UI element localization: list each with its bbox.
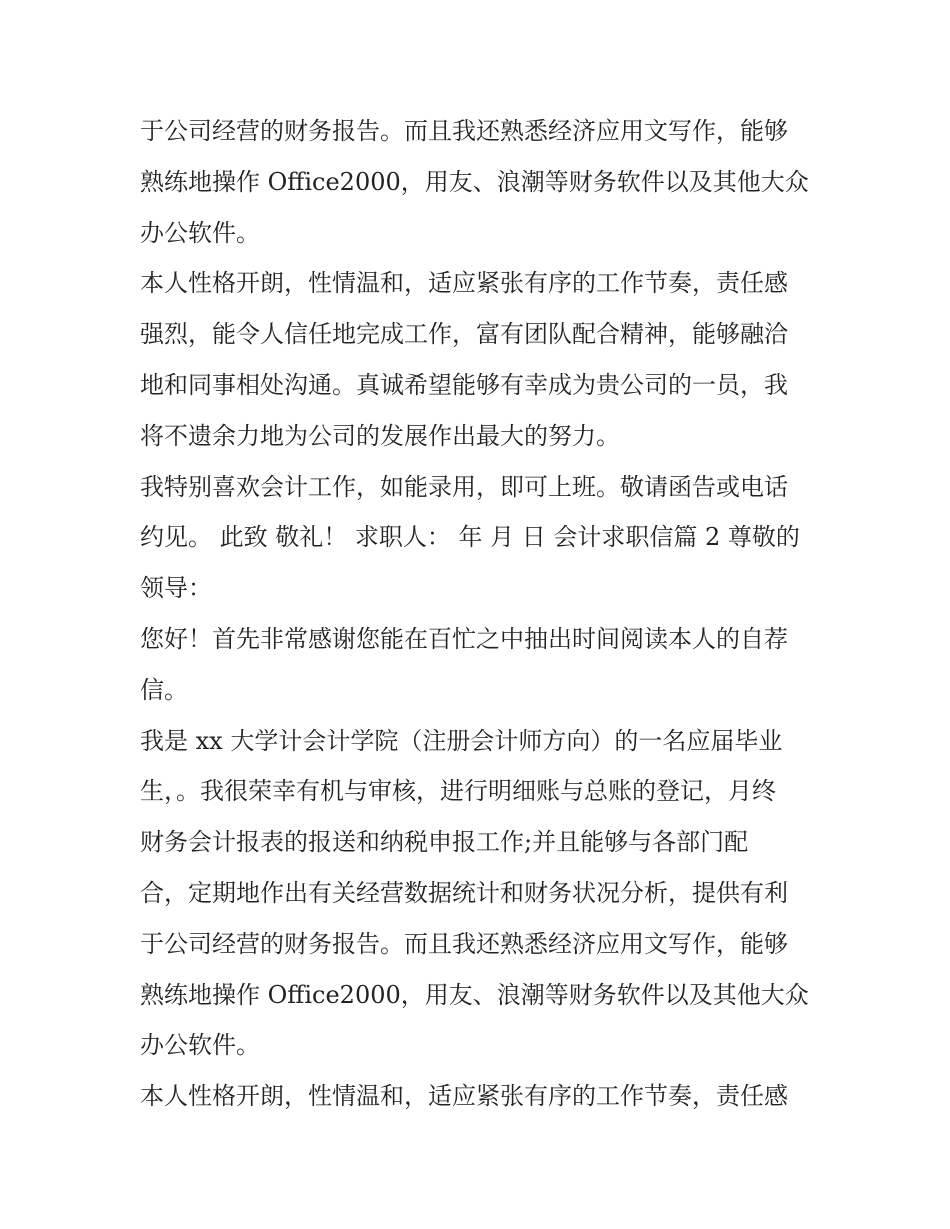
text-line: 强烈，能令人信任地完成工作，富有团队配合精神，能够融洽 [140, 320, 788, 349]
text-line: 财务会计报表的报送和纳税申报工作;并且能够与各部门配 [140, 828, 749, 857]
text-line: 我是 xx 大学计会计学院（注册会计师方向）的一名应届毕业 [140, 726, 783, 755]
text-line: 本人性格开朗，性情温和，适应紧张有序的工作节奏，责任感 [140, 269, 788, 298]
text-line: 本人性格开朗，性情温和，适应紧张有序的工作节奏，责任感 [140, 1082, 788, 1111]
text-line: 于公司经营的财务报告。而且我还熟悉经济应用文写作，能够 [140, 929, 788, 958]
text-line: 于公司经营的财务报告。而且我还熟悉经济应用文写作，能够 [140, 117, 788, 145]
text-line: 领导： [140, 574, 212, 603]
text-line: 生，。我很荣幸有机与审核，进行明细账与总账的登记，月终 [140, 777, 776, 806]
text-line: 合，定期地作出有关经营数据统计和财务状况分析，提供有利 [140, 878, 788, 907]
text-line: 约见。 此致 敬礼！ 求职人： 年 月 日 会计求职信篇 2 尊敬的 [140, 523, 800, 552]
text-line: 信。 [140, 675, 188, 704]
document-body [140, 106, 820, 1122]
text-line: 我特别喜欢会计工作，如能录用，即可上班。敬请函告或电话 [140, 472, 788, 501]
text-line: 将不遗余力地为公司的发展作出最大的努力。 [140, 421, 620, 450]
text-line: 熟练地操作 Office2000，用友、浪潮等财务软件以及其他大众 [140, 980, 809, 1009]
text-line: 熟练地操作 Office2000，用友、浪潮等财务软件以及其他大众 [140, 167, 809, 196]
text-line: 办公软件。 [140, 218, 260, 247]
text-line: 办公软件。 [140, 1031, 260, 1060]
text-line: 您好！首先非常感谢您能在百忙之中抽出时间阅读本人的自荐 [140, 624, 788, 653]
text-line: 地和同事相处沟通。真诚希望能够有幸成为贵公司的一员，我 [140, 370, 788, 399]
